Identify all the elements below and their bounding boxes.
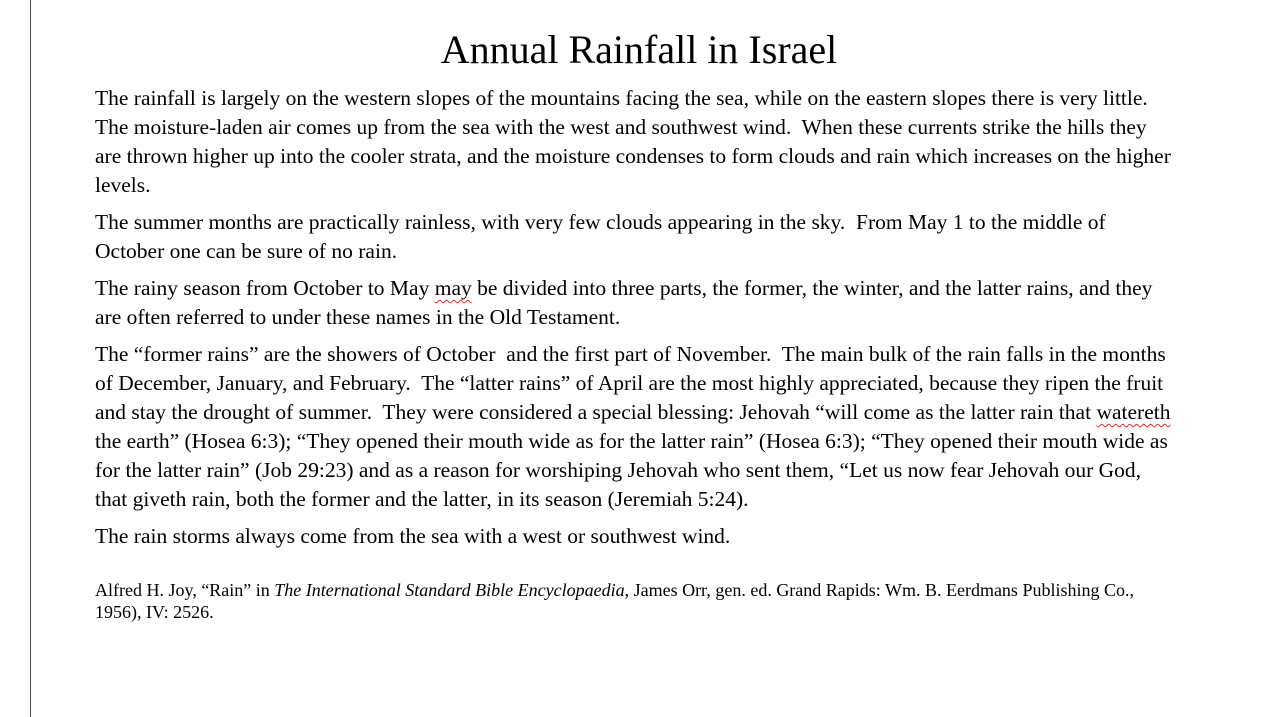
paragraph-summer-months: The summer months are practically rainless, with very few clouds appearing in the sky. From May 1 to the middle of October one can be sure of no rain. — [95, 210, 1112, 263]
citation-author-title: Alfred H. Joy, “Rain” in — [95, 580, 275, 600]
paragraph-rainy-season — [95, 274, 1177, 332]
citation — [95, 579, 1177, 623]
paragraph-rainfall-slopes: The rainfall is largely on the western slopes of the mountains facing the sea, while on the eastern slopes there is very little. The moisture-laden air comes up from the sea with the west and southwest wind. When these currents strike the hills they are thrown higher up into the cooler strata, and the moisture condenses to form clouds and rain which increases on the higher levels. — [95, 86, 1177, 197]
slide-edge-line — [30, 0, 31, 717]
slide-title: Annual Rainfall in Israel — [440, 27, 838, 72]
paragraph-former-latter-rains-pre: The “former rains” are the showers of October and the first part of November. The main bulk of the rain falls in the months of December, January, and February. The “latter rains” of April are the most highly appreciated, because they ripen the fruit and stay the drought of summer. They were considered a special blessing: Jehovah “will come as the latter rain that — [95, 342, 1172, 424]
paragraph-former-latter-rains — [95, 340, 1177, 514]
paragraph-rainy-season-pre: The rainy season from October to May — [95, 276, 435, 300]
citation-publisher: , James Orr, gen. ed. Grand Rapids: Wm. B. Eerdmans Publishing Co., 1956), IV: 2526. — [95, 580, 1139, 622]
paragraph-rain-storms: The rain storms always come from the sea with a west or southwest wind. — [95, 524, 731, 548]
paragraph-rainy-season-post: be divided into three parts, the former, the winter, and the latter rains, and they are often referred to under these names in the Old Testament. — [95, 276, 1158, 329]
citation-book-title: The International Standard Bible Encyclopaedia — [274, 580, 625, 600]
spellcheck-flagged-word-may[interactable]: may — [434, 276, 472, 300]
paragraph-former-latter-rains-post: the earth” (Hosea 6:3); “They opened their mouth wide as for the latter rain” (Hosea 6:3); “They opened their mouth wide as for the latter rain” (Job 29:23) and as a reason for worshiping Jehovah who sent them, “Let us now fear Jehovah our God, that giveth rain, both the former and the latter, in its season (Jeremiah 5:24). — [95, 400, 1176, 511]
spellcheck-flagged-word-watereth[interactable]: watereth — [1096, 400, 1171, 424]
slide-body — [95, 84, 1177, 631]
